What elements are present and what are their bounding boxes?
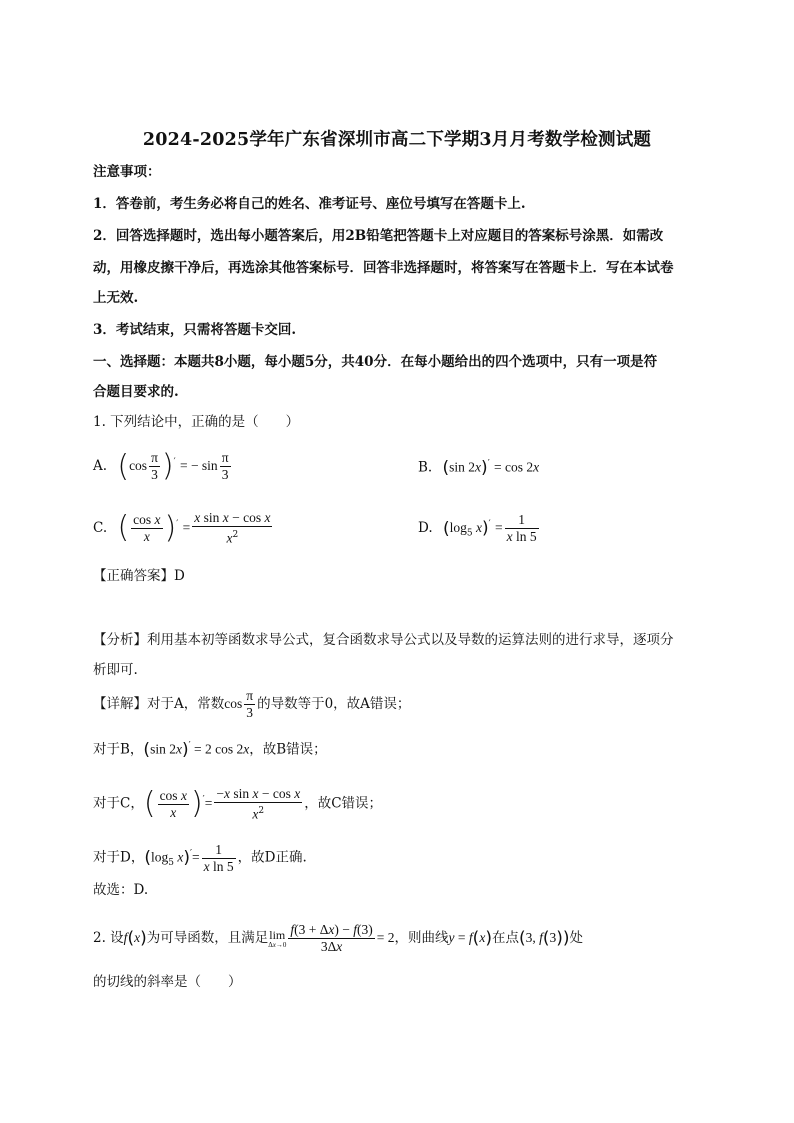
section-1-line-1: 一、选择题：本题共8小题，每小题5分，共40分．在每小题给出的四个选项中，只有一项是符 xyxy=(93,354,658,370)
question-1-option-c: C. ( $\frac{\text{cos x}}{x}$ )′ = $\frac{\text{x sin x − cos x}}{x^2}$ xyxy=(93,510,271,546)
option-c-label: C. xyxy=(93,519,108,536)
question-1-analysis-line-1: 【分析】利用基本初等函数求导公式，复合函数求导公式以及导数的运算法则的进行求导，逐项分 xyxy=(93,632,674,648)
option-a-label: A. xyxy=(93,458,108,474)
notice-item-2-line-1: 2．回答选择题时，选出每小题答案后，用2B铅笔把答题卡上对应题目的答案标号涂黑．如需改 xyxy=(93,228,664,244)
question-1-option-a: A. (cos $\frac{\pi}{3}$ )′ = − sin $\frac{\pi}{3}$ xyxy=(93,448,229,484)
section-1-line-2: 合题目要求的. xyxy=(93,384,179,400)
option-b-label: B. xyxy=(418,459,433,476)
question-1-detail-d: 对于D，($\log_5$ x)′= $\frac{1}{\text{x ln 5}}$ ，故D正确. xyxy=(93,841,307,874)
question-2-line-2: 的切线的斜率是（ ） xyxy=(93,974,242,990)
question-1-analysis-line-2: 析即可. xyxy=(93,662,138,678)
notice-item-2-line-3: 上无效. xyxy=(93,290,139,306)
notice-item-3: 3．考试结束，只需将答题卡交回. xyxy=(93,322,297,338)
question-1-stem: 1. 下列结论中，正确的是（ ） xyxy=(93,414,300,430)
question-1-answer: 【正确答案】D xyxy=(93,568,185,584)
question-1-option-d: D. ($\log_5$ x)′ = $\frac{1}{\text{x ln 5}}$ xyxy=(418,512,537,544)
question-1-option-b: B. (sin 2x)′ = cos 2x xyxy=(418,458,540,478)
question-1-detail-a: 【详解】对于A，常数cos $\frac{\pi}{3}$ 的导数等于0，故A错误； xyxy=(93,688,411,720)
notice-item-1: 1．答卷前，考生务必将自己的姓名、准考证号、座位号填写在答题卡上. xyxy=(93,196,526,212)
page-title: 2024-2025学年广东省深圳市高二下学期3月月考数学检测试题 xyxy=(142,130,652,150)
question-1-conclusion: 故选：D. xyxy=(93,882,149,898)
notice-heading: 注意事项： xyxy=(93,164,161,180)
question-1-detail-b: 对于B，(sin 2x)′ = 2 cos 2x，故B错误； xyxy=(93,740,327,760)
question-1-detail-c: 对于C，( $\frac{\text{cos x}}{x}$ )′= $\frac{\text{−x sin x − cos x}}{x^2}$ ，故C错误； xyxy=(93,785,383,822)
notice-item-2-line-2: 动，用橡皮擦干净后，再选涂其他答案标号．回答非选择题时，将答案写在答题卡上．写在本试卷 xyxy=(93,260,674,276)
question-2-stem: 2. 设f(x)为可导函数，且满足lim Δx→0 $\frac{f(3 + \Delta x) - f(3)}{3\Delta x}$ = 2，则曲线y = f(x)在点(3, f(3))处 xyxy=(93,922,584,954)
option-d-label: D. xyxy=(418,520,433,536)
